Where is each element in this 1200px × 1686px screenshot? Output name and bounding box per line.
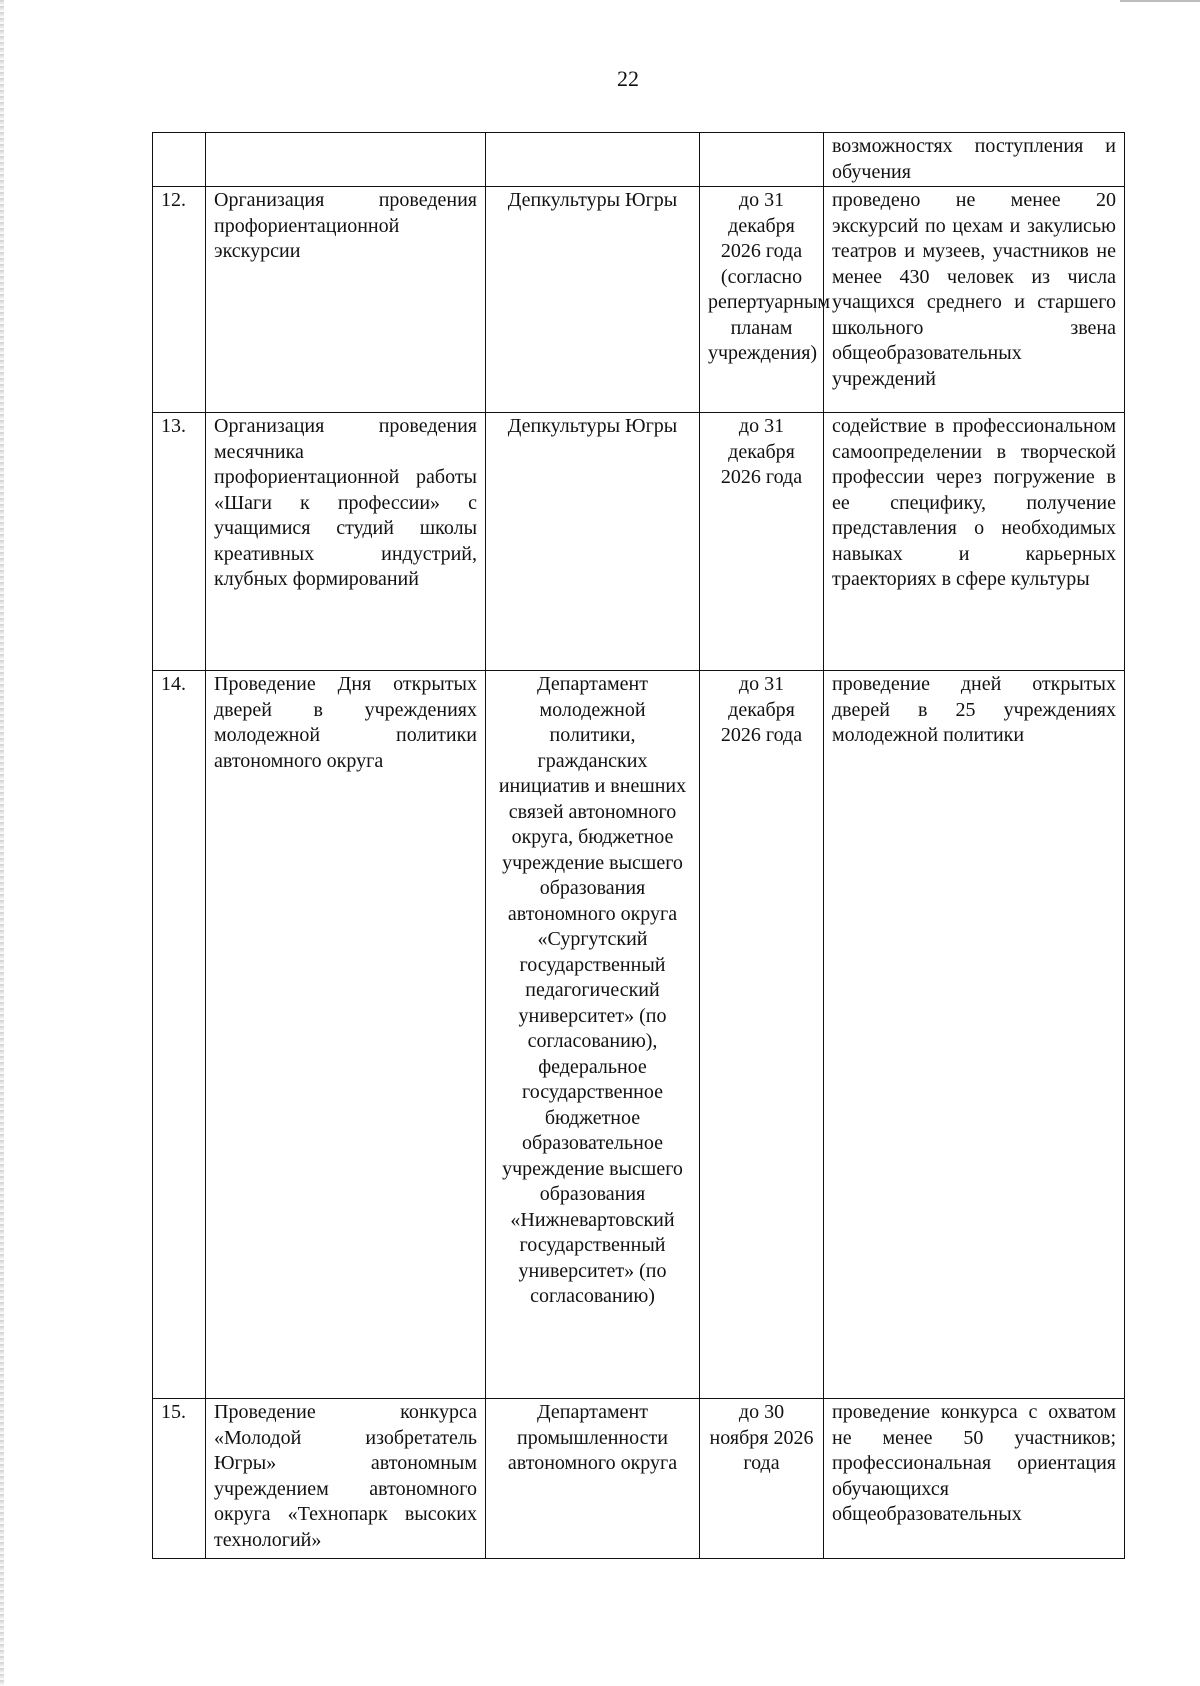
activity-cell: Проведение Дня открытых дверей в учреждениях молодежной политики автономного округа [206, 671, 486, 1399]
result-cell: возможностях поступления и обучения [824, 133, 1125, 187]
responsible-cell: Департамент молодежной политики, гражданских инициатив и внешних связей автономного округа, бюджетное учреждение высшего образования автономного округа «Сургутский государственный педагогический университет» (по согласованию), федеральное государственное бюджетное образовательное учреждение высшего образования «Нижневартовский государственный университет» (по согласованию) [486, 671, 700, 1399]
table-row [153, 1399, 1125, 1559]
table-row [153, 413, 1125, 671]
deadline-cell [700, 133, 824, 187]
activity-cell: Организация проведения месячника профориентационной работы «Шаги к профессии» с учащимися студий школы креативных индустрий, клубных формирований [206, 413, 486, 671]
responsible-cell [486, 133, 700, 187]
scan-edge-mark [1120, 0, 1200, 2]
deadline-cell: до 30 ноября 2026 года [700, 1399, 824, 1559]
scan-edge [0, 0, 4, 1686]
deadline-cell: до 31 декабря 2026 года (согласно репертуарным планам учреждения) [700, 187, 824, 413]
table-row [153, 187, 1125, 413]
responsible-cell: Депкультуры Югры [486, 187, 700, 413]
result-cell: проведение конкурса с охватом не менее 50 участников; профессиональная ориентация обучающихся общеобразовательных [824, 1399, 1125, 1559]
activity-cell: Организация проведения профориентационной экскурсии [206, 187, 486, 413]
table-row [153, 671, 1125, 1399]
responsible-cell: Департамент промышленности автономного округа [486, 1399, 700, 1559]
deadline-cell: до 31 декабря 2026 года [700, 413, 824, 671]
row-number: 12. [153, 187, 206, 413]
activity-cell [206, 133, 486, 187]
row-number: 14. [153, 671, 206, 1399]
result-cell: содействие в профессиональном самоопределении в творческой профессии через погружение в ее специфику, получение представления о необходимых навыках и карьерных траекториях в сфере культуры [824, 413, 1125, 671]
row-number [153, 133, 206, 187]
page-number: 22 [617, 66, 639, 91]
responsible-cell: Депкультуры Югры [486, 413, 700, 671]
activity-cell: Проведение конкурса «Молодой изобретатель Югры» автономным учреждением автономного округа «Технопарк высоких технологий» [206, 1399, 486, 1559]
table-row [153, 133, 1125, 187]
result-cell: проведение дней открытых дверей в 25 учреждениях молодежной политики [824, 671, 1125, 1399]
deadline-cell: до 31 декабря 2026 года [700, 671, 824, 1399]
row-number: 13. [153, 413, 206, 671]
row-number: 15. [153, 1399, 206, 1559]
result-cell: проведено не менее 20 экскурсий по цехам и закулисью театров и музеев, участников не менее 430 человек из числа учащихся среднего и старшего школьного звена общеобразовательных учреждений [824, 187, 1125, 413]
plan-table [152, 132, 1125, 1559]
